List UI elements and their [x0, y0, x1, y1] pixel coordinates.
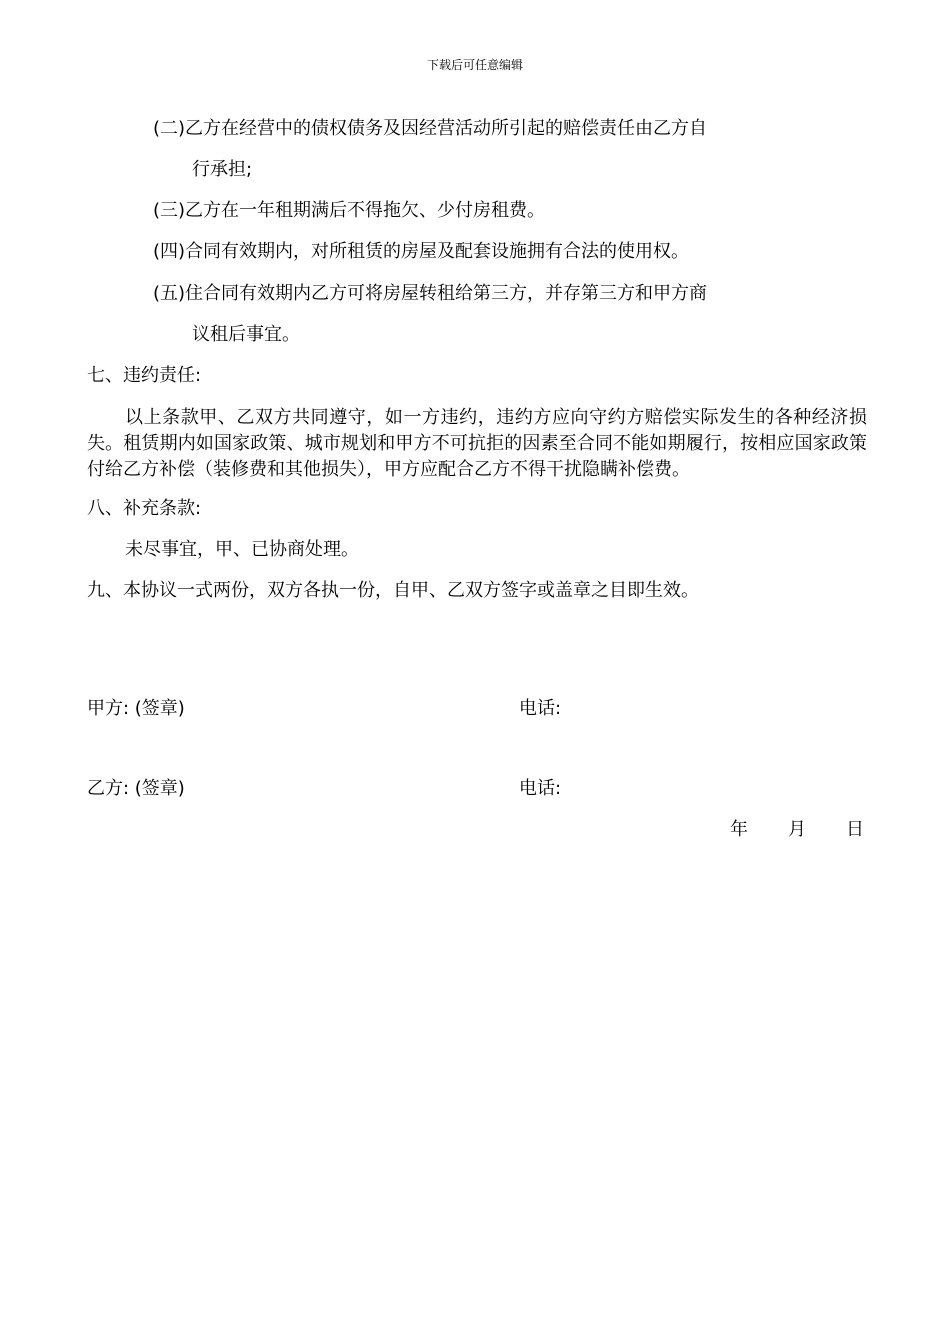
party-b-phone-label: 电话: [519, 778, 562, 799]
clause-5-line-2: 议租后事宜。 [192, 324, 300, 345]
party-a-signature-row [87, 697, 867, 721]
clause-5-line-1: (五)住合同有效期内乙方可将房屋转租给第三方，并存第三方和甲方商 [153, 283, 708, 304]
clause-2-line-2: 行承担; [192, 159, 253, 180]
party-b-seal-label: 乙方: (签章) [87, 778, 185, 799]
date-month: 月 [788, 819, 806, 840]
page-header: 下载后可任意编辑 [426, 58, 523, 72]
date-row [730, 818, 864, 842]
section-9: 九、本协议一式两份，双方各执一份，自甲、乙双方签字或盖章之目即生效。 [87, 580, 699, 601]
clause-4: (四)合同有效期内，对所租赁的房屋及配套设施拥有合法的使用权。 [153, 241, 690, 262]
party-b-signature-row [87, 777, 867, 801]
date-day: 日 [846, 819, 864, 840]
clause-2-line-1: (二)乙方在经营中的债权债务及因经营活动所引起的赔偿责任由乙方自 [153, 118, 708, 139]
section-7-body: 以上条款甲、乙双方共同遵守，如一方违约，违约方应向守约方赔偿实际发生的各种经济损失。租赁期内如国家政策、城市规划和甲方不可抗拒的因素至合同不能如期履行，按相应国家政策付给乙方补偿（装修费和其他损失），甲方应配合乙方不得干扰隐瞒补偿费。 [87, 407, 867, 480]
clause-3: (三)乙方在一年租期满后不得拖欠、少付房租费。 [153, 200, 546, 221]
section-8-heading: 八、补充条款: [87, 498, 202, 519]
date-year: 年 [730, 819, 748, 840]
section-8-body: 未尽事宜，甲、已协商处理。 [125, 539, 359, 560]
section-7-heading: 七、违约责任: [87, 365, 202, 386]
party-a-phone-label: 电话: [519, 698, 562, 719]
party-a-seal-label: 甲方: (签章) [87, 698, 185, 719]
